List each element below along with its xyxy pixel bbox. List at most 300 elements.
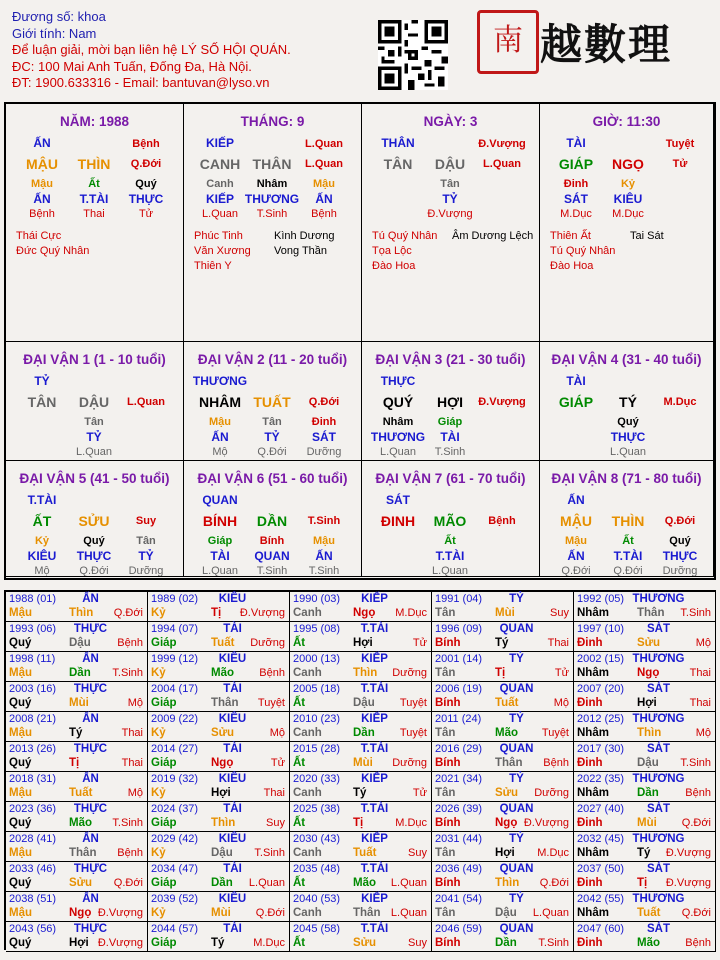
year-chi: Tuất bbox=[69, 787, 93, 799]
hidden-star: SÁT bbox=[564, 192, 588, 206]
year-star-wrap bbox=[574, 773, 715, 785]
year-star-wrap bbox=[574, 833, 715, 845]
year-star-wrap bbox=[6, 623, 147, 635]
year-label: 2003 (16) bbox=[9, 683, 57, 695]
year-can: Canh bbox=[293, 727, 322, 739]
owner-name: Đương số: khoa bbox=[12, 9, 106, 24]
year-star-wrap bbox=[148, 713, 289, 725]
year-can: Quý bbox=[9, 937, 32, 949]
year-label: 2013 (26) bbox=[9, 743, 57, 755]
year-state: Thai bbox=[121, 727, 143, 739]
dai-van-chi: SỬU bbox=[78, 513, 110, 529]
year-star: KIÊU bbox=[218, 893, 247, 905]
dai-van-star: T.TÀI bbox=[27, 493, 57, 507]
hidden-star: TÀI bbox=[210, 549, 230, 563]
hidden-state: T.Sinh bbox=[308, 565, 340, 577]
year-state: Tử bbox=[412, 637, 427, 649]
year-cell bbox=[432, 862, 574, 892]
year-star-wrap bbox=[290, 803, 431, 815]
year-label: 2021 (34) bbox=[435, 773, 483, 785]
year-can: Kỷ bbox=[151, 727, 166, 739]
dai-van-chi: TUẤT bbox=[253, 394, 291, 410]
hidden-star: THỰC bbox=[76, 549, 112, 563]
year-can: Canh bbox=[293, 787, 322, 799]
year-star-wrap bbox=[574, 593, 715, 605]
year-label: 2038 (51) bbox=[9, 893, 57, 905]
pillar-can: CANH bbox=[199, 156, 241, 172]
year-can: Mậu bbox=[9, 607, 32, 619]
spirit-star: Tú Quý Nhân bbox=[550, 245, 616, 257]
year-star: KIÊU bbox=[218, 773, 247, 785]
hidden-star: TỶ bbox=[264, 430, 280, 444]
year-star-wrap bbox=[6, 923, 147, 935]
year-cell bbox=[290, 892, 432, 922]
year-chi: Tý bbox=[353, 787, 367, 799]
year-chi: Ngọ bbox=[69, 907, 92, 919]
dai-van-title: ĐẠI VẬN 6 (51 - 60 tuổi) bbox=[197, 471, 348, 486]
year-star-wrap bbox=[290, 623, 431, 635]
year-state: Q.Đới bbox=[113, 877, 143, 889]
year-star-wrap bbox=[574, 923, 715, 935]
year-star-wrap bbox=[6, 863, 147, 875]
dai-van-state: Suy bbox=[135, 515, 157, 527]
year-state: M.Dục bbox=[395, 817, 427, 829]
pillar-cell bbox=[184, 104, 362, 342]
year-label: 2045 (58) bbox=[293, 923, 341, 935]
year-label: 2029 (42) bbox=[151, 833, 199, 845]
year-star: T.TÀI bbox=[360, 683, 389, 695]
hidden-state: Q.Đới bbox=[79, 565, 109, 577]
year-state: L.Quan bbox=[532, 907, 569, 919]
year-star-wrap bbox=[432, 923, 573, 935]
year-can: Quý bbox=[9, 817, 32, 829]
year-state: Bệnh bbox=[117, 847, 143, 859]
year-chi: Dần bbox=[211, 877, 233, 889]
year-label: 1992 (05) bbox=[577, 593, 625, 605]
year-can: Đinh bbox=[577, 937, 603, 949]
year-chi: Thìn bbox=[353, 667, 378, 679]
year-star-wrap bbox=[290, 653, 431, 665]
year-star-wrap bbox=[432, 653, 573, 665]
dai-van-title: ĐẠI VẬN 2 (11 - 20 tuổi) bbox=[197, 352, 348, 367]
year-star: TỶ bbox=[509, 773, 524, 785]
year-state: Mộ bbox=[695, 637, 711, 649]
year-cell bbox=[574, 622, 716, 652]
pillar-star: ẤN bbox=[33, 136, 51, 150]
year-chi: Sửu bbox=[353, 937, 377, 949]
year-star: KIÊU bbox=[218, 593, 247, 605]
year-cell bbox=[6, 772, 148, 802]
pillar-can: MẬU bbox=[26, 156, 58, 172]
year-star-wrap bbox=[574, 683, 715, 695]
year-chi: Sửu bbox=[211, 727, 235, 739]
year-state: Mộ bbox=[695, 727, 711, 739]
year-star-wrap bbox=[574, 743, 715, 755]
year-state: M.Dục bbox=[395, 607, 427, 619]
year-state: Mộ bbox=[269, 727, 285, 739]
dai-van-can: ẤT bbox=[32, 513, 52, 529]
year-can: Nhâm bbox=[577, 847, 609, 859]
year-state: Đ.Vượng bbox=[665, 877, 711, 889]
year-can: Tân bbox=[435, 667, 456, 679]
year-label: 2039 (52) bbox=[151, 893, 199, 905]
year-star: TỶ bbox=[509, 893, 524, 905]
year-star: ẤN bbox=[82, 653, 99, 665]
year-chi: Mão bbox=[637, 937, 660, 949]
year-state: Suy bbox=[550, 607, 569, 619]
year-star-wrap bbox=[290, 863, 431, 875]
year-label: 2023 (36) bbox=[9, 803, 57, 815]
year-label: 2022 (35) bbox=[577, 773, 625, 785]
year-cell bbox=[290, 592, 432, 622]
dai-van-chi: TÝ bbox=[619, 394, 637, 410]
year-star: QUAN bbox=[499, 923, 534, 935]
dai-van-star: THƯƠNG bbox=[192, 374, 248, 388]
year-star: SÁT bbox=[647, 803, 670, 815]
year-star-wrap bbox=[290, 713, 431, 725]
year-label: 2046 (59) bbox=[435, 923, 483, 935]
year-cell bbox=[574, 682, 716, 712]
hidden-star: QUAN bbox=[254, 549, 290, 563]
year-state: Đ.Vượng bbox=[97, 937, 143, 949]
hidden-star: THỰC bbox=[128, 192, 164, 206]
year-star-wrap bbox=[290, 743, 431, 755]
hidden-state: Bệnh bbox=[29, 208, 55, 220]
year-label: 2012 (25) bbox=[577, 713, 625, 725]
year-state: T.Sinh bbox=[680, 607, 711, 619]
year-star: TỶ bbox=[509, 713, 524, 725]
year-star: KIẾP bbox=[361, 773, 388, 785]
year-star-wrap bbox=[148, 653, 289, 665]
spirit-star: Đức Quý Nhân bbox=[16, 245, 90, 257]
hidden-star: SÁT bbox=[312, 430, 336, 444]
hidden-state: M.Dục bbox=[612, 208, 644, 220]
year-label: 2010 (23) bbox=[293, 713, 341, 725]
year-state: Dưỡng bbox=[392, 667, 427, 679]
hidden-stem: Quý bbox=[83, 535, 105, 547]
hidden-state: L.Quan bbox=[431, 565, 469, 577]
year-label: 2037 (50) bbox=[577, 863, 625, 875]
year-cell bbox=[574, 922, 716, 952]
dai-van-chi: HỢI bbox=[437, 394, 463, 410]
year-state: Thai bbox=[121, 757, 143, 769]
spirit-star: Văn Xương bbox=[194, 245, 251, 257]
hidden-stem: Quý bbox=[135, 178, 157, 190]
year-can: Bính bbox=[435, 877, 461, 889]
year-chi: Mùi bbox=[69, 697, 89, 709]
dai-van-star: ẤN bbox=[567, 493, 585, 507]
year-can: Tân bbox=[435, 607, 456, 619]
spirit-star: Kình Dương bbox=[274, 230, 335, 242]
year-star: TÀI bbox=[223, 683, 242, 695]
year-chi: Tị bbox=[637, 877, 648, 889]
year-label: 1995 (08) bbox=[293, 623, 341, 635]
hidden-stem: Tân bbox=[262, 416, 282, 428]
year-can: Canh bbox=[293, 667, 322, 679]
qr-code-icon bbox=[378, 20, 448, 90]
hidden-state: Q.Đới bbox=[257, 446, 287, 458]
year-cell bbox=[148, 862, 290, 892]
year-label: 2041 (54) bbox=[435, 893, 483, 905]
dai-van-can: ĐINH bbox=[380, 513, 416, 529]
hidden-state: Dưỡng bbox=[128, 565, 164, 577]
year-chi: Tuất bbox=[211, 637, 235, 649]
dai-van-state: Bệnh bbox=[488, 515, 516, 527]
year-label: 2009 (22) bbox=[151, 713, 199, 725]
year-can: Quý bbox=[9, 637, 32, 649]
year-star: KIÊU bbox=[218, 713, 247, 725]
dai-van-star: SÁT bbox=[386, 493, 410, 507]
year-chi: Mão bbox=[211, 667, 234, 679]
year-star-wrap bbox=[574, 863, 715, 875]
hidden-stem: Mậu bbox=[313, 178, 335, 190]
year-chi: Dậu bbox=[353, 697, 375, 709]
year-cell bbox=[290, 832, 432, 862]
spirit-star: Đào Hoa bbox=[372, 260, 416, 272]
year-label: 2033 (46) bbox=[9, 863, 57, 875]
spirit-star: Đào Hoa bbox=[550, 260, 594, 272]
year-label: 2025 (38) bbox=[293, 803, 341, 815]
year-chi: Tuất bbox=[495, 697, 519, 709]
year-label: 2005 (18) bbox=[293, 683, 341, 695]
year-cell bbox=[148, 592, 290, 622]
year-chi: Dậu bbox=[69, 637, 91, 649]
year-state: Thai bbox=[689, 697, 711, 709]
year-cell bbox=[148, 892, 290, 922]
year-state: Bệnh bbox=[117, 637, 143, 649]
year-cell bbox=[574, 862, 716, 892]
hidden-star: TỶ bbox=[138, 549, 154, 563]
year-chi: Sửu bbox=[69, 877, 93, 889]
year-cell bbox=[6, 802, 148, 832]
dai-van-cell bbox=[6, 461, 184, 577]
year-cell bbox=[6, 592, 148, 622]
dai-van-state: L.Quan bbox=[127, 396, 165, 408]
year-star: SÁT bbox=[647, 923, 670, 935]
hidden-state: Đ.Vượng bbox=[427, 208, 473, 220]
year-chi: Tuất bbox=[637, 907, 661, 919]
year-cell bbox=[148, 772, 290, 802]
dai-van-can: BÍNH bbox=[202, 513, 238, 529]
year-can: Ất bbox=[293, 877, 306, 889]
hidden-state: Bệnh bbox=[311, 208, 337, 220]
year-state: T.Sinh bbox=[112, 817, 143, 829]
year-label: 1989 (02) bbox=[151, 593, 199, 605]
hidden-state: L.Quan bbox=[75, 446, 113, 458]
hidden-star: TÀI bbox=[440, 430, 460, 444]
hidden-stem: Giáp bbox=[437, 416, 463, 428]
year-star: KIÊU bbox=[218, 653, 247, 665]
year-label: 2047 (60) bbox=[577, 923, 625, 935]
year-can: Đinh bbox=[577, 757, 603, 769]
year-state: M.Dục bbox=[537, 847, 569, 859]
year-cell bbox=[6, 712, 148, 742]
year-chi: Ngọ bbox=[211, 757, 234, 769]
year-star: THƯƠNG bbox=[632, 653, 685, 665]
contact-note: Để luận giải, mời bạn liên hệ LÝ SỐ HỘI QUÁN. bbox=[12, 42, 291, 57]
year-chi: Mão bbox=[353, 877, 376, 889]
year-star-wrap bbox=[432, 713, 573, 725]
year-cell bbox=[432, 712, 574, 742]
pillar-chi: NGỌ bbox=[612, 156, 644, 172]
annual-fortune-grid bbox=[4, 590, 716, 950]
hidden-star: T.TÀI bbox=[435, 549, 465, 563]
dai-van-star: THỰC bbox=[380, 374, 416, 388]
year-star: TÀI bbox=[223, 923, 242, 935]
year-star: T.TÀI bbox=[360, 923, 389, 935]
year-chi: Mùi bbox=[637, 817, 657, 829]
year-state: Đ.Vượng bbox=[97, 907, 143, 919]
year-can: Tân bbox=[435, 727, 456, 739]
spirit-star: Thiên Ất bbox=[550, 230, 591, 242]
year-can: Đinh bbox=[577, 637, 603, 649]
year-label: 2014 (27) bbox=[151, 743, 199, 755]
year-chi: Thìn bbox=[211, 817, 236, 829]
pillar-title: NGÀY: 3 bbox=[423, 114, 478, 129]
year-state: T.Sinh bbox=[254, 847, 285, 859]
year-cell bbox=[290, 682, 432, 712]
year-state: Tử bbox=[270, 757, 285, 769]
year-label: 2040 (53) bbox=[293, 893, 341, 905]
year-star: KIÊU bbox=[218, 833, 247, 845]
phone-email: ĐT: 1900.633316 - Email: bantuvan@lyso.vn bbox=[12, 75, 270, 90]
year-star-wrap bbox=[574, 893, 715, 905]
year-cell bbox=[148, 622, 290, 652]
dai-van-cell bbox=[540, 461, 714, 577]
year-cell bbox=[290, 712, 432, 742]
year-can: Kỷ bbox=[151, 907, 166, 919]
year-label: 2018 (31) bbox=[9, 773, 57, 785]
hidden-state: T.Sinh bbox=[256, 565, 288, 577]
year-star: TỶ bbox=[509, 833, 524, 845]
year-can: Canh bbox=[293, 607, 322, 619]
hidden-stem: Quý bbox=[617, 416, 639, 428]
year-star: ẤN bbox=[82, 893, 99, 905]
year-chi: Tị bbox=[69, 757, 80, 769]
year-star: THỰC bbox=[73, 923, 108, 935]
year-cell bbox=[432, 622, 574, 652]
dai-van-can: NHÂM bbox=[199, 394, 241, 410]
pillar-state: L.Quan bbox=[305, 158, 343, 170]
year-can: Đinh bbox=[577, 817, 603, 829]
dai-van-chi: MÃO bbox=[433, 513, 467, 529]
year-cell bbox=[432, 772, 574, 802]
year-star: QUAN bbox=[499, 863, 534, 875]
year-state: Thai bbox=[547, 637, 569, 649]
year-can: Quý bbox=[9, 877, 32, 889]
year-chi: Thìn bbox=[69, 607, 94, 619]
year-label: 1990 (03) bbox=[293, 593, 341, 605]
pillar-state: L.Quan bbox=[305, 138, 343, 150]
year-state: Tuyệt bbox=[257, 697, 285, 709]
year-star: TÀI bbox=[223, 803, 242, 815]
year-star: TÀI bbox=[223, 743, 242, 755]
hidden-star: KIÊU bbox=[27, 549, 57, 563]
year-star: QUAN bbox=[499, 803, 534, 815]
year-cell bbox=[432, 652, 574, 682]
year-cell bbox=[148, 802, 290, 832]
year-chi: Dần bbox=[495, 937, 517, 949]
year-star-wrap bbox=[148, 893, 289, 905]
year-cell bbox=[574, 652, 716, 682]
year-can: Giáp bbox=[151, 937, 177, 949]
year-label: 1996 (09) bbox=[435, 623, 483, 635]
year-label: 2032 (45) bbox=[577, 833, 625, 845]
year-cell bbox=[6, 892, 148, 922]
year-chi: Tị bbox=[211, 607, 222, 619]
pillar-chi: THÂN bbox=[252, 156, 292, 172]
year-star-wrap bbox=[6, 653, 147, 665]
year-star-wrap bbox=[432, 773, 573, 785]
year-can: Ất bbox=[293, 757, 306, 769]
hidden-stem: Đinh bbox=[563, 178, 589, 190]
year-chi: Thìn bbox=[495, 877, 520, 889]
year-star-wrap bbox=[574, 713, 715, 725]
hidden-star: THỰC bbox=[610, 430, 646, 444]
year-label: 2034 (47) bbox=[151, 863, 199, 875]
logo-text: 越數理 bbox=[540, 20, 673, 69]
year-star-wrap bbox=[6, 743, 147, 755]
year-state: Đ.Vượng bbox=[523, 817, 569, 829]
hidden-stem: Quý bbox=[669, 535, 691, 547]
hidden-star: THƯƠNG bbox=[370, 430, 426, 444]
year-label: 1997 (10) bbox=[577, 623, 625, 635]
year-star: THƯƠNG bbox=[632, 593, 685, 605]
year-star: SÁT bbox=[647, 683, 670, 695]
year-state: L.Quan bbox=[390, 907, 427, 919]
year-state: T.Sinh bbox=[680, 757, 711, 769]
year-chi: Thân bbox=[637, 607, 665, 619]
header-info bbox=[12, 9, 291, 92]
year-state: Tuyệt bbox=[541, 727, 569, 739]
year-star-wrap bbox=[290, 593, 431, 605]
dai-van-star: TÀI bbox=[566, 374, 586, 388]
year-cell bbox=[574, 802, 716, 832]
year-star-wrap bbox=[6, 773, 147, 785]
year-can: Ất bbox=[293, 697, 306, 709]
year-chi: Hợi bbox=[211, 787, 231, 799]
year-star: ẤN bbox=[82, 773, 99, 785]
year-cell bbox=[574, 592, 716, 622]
year-state: T.Sinh bbox=[112, 667, 143, 679]
pillar-cell bbox=[362, 104, 540, 342]
hidden-stem: Mậu bbox=[31, 178, 53, 190]
year-label: 2015 (28) bbox=[293, 743, 341, 755]
year-star-wrap bbox=[432, 893, 573, 905]
year-label: 1998 (11) bbox=[9, 653, 56, 665]
year-star: ẤN bbox=[82, 713, 99, 725]
year-cell bbox=[432, 832, 574, 862]
year-cell bbox=[574, 892, 716, 922]
hidden-star: TỶ bbox=[442, 192, 458, 206]
year-can: Giáp bbox=[151, 697, 177, 709]
year-cell bbox=[148, 682, 290, 712]
year-cell bbox=[290, 922, 432, 952]
year-chi: Dần bbox=[69, 667, 91, 679]
year-chi: Mão bbox=[69, 817, 92, 829]
year-star: THƯƠNG bbox=[632, 893, 685, 905]
year-can: Kỷ bbox=[151, 607, 166, 619]
hidden-stem: Canh bbox=[206, 178, 234, 190]
year-label: 2043 (56) bbox=[9, 923, 57, 935]
hidden-star: T.TÀI bbox=[79, 192, 109, 206]
hidden-star: KIẾP bbox=[205, 192, 235, 206]
year-chi: Tị bbox=[495, 667, 506, 679]
year-cell bbox=[432, 592, 574, 622]
year-label: 2006 (19) bbox=[435, 683, 483, 695]
dai-van-cell bbox=[184, 342, 362, 461]
year-star: ẤN bbox=[82, 593, 99, 605]
